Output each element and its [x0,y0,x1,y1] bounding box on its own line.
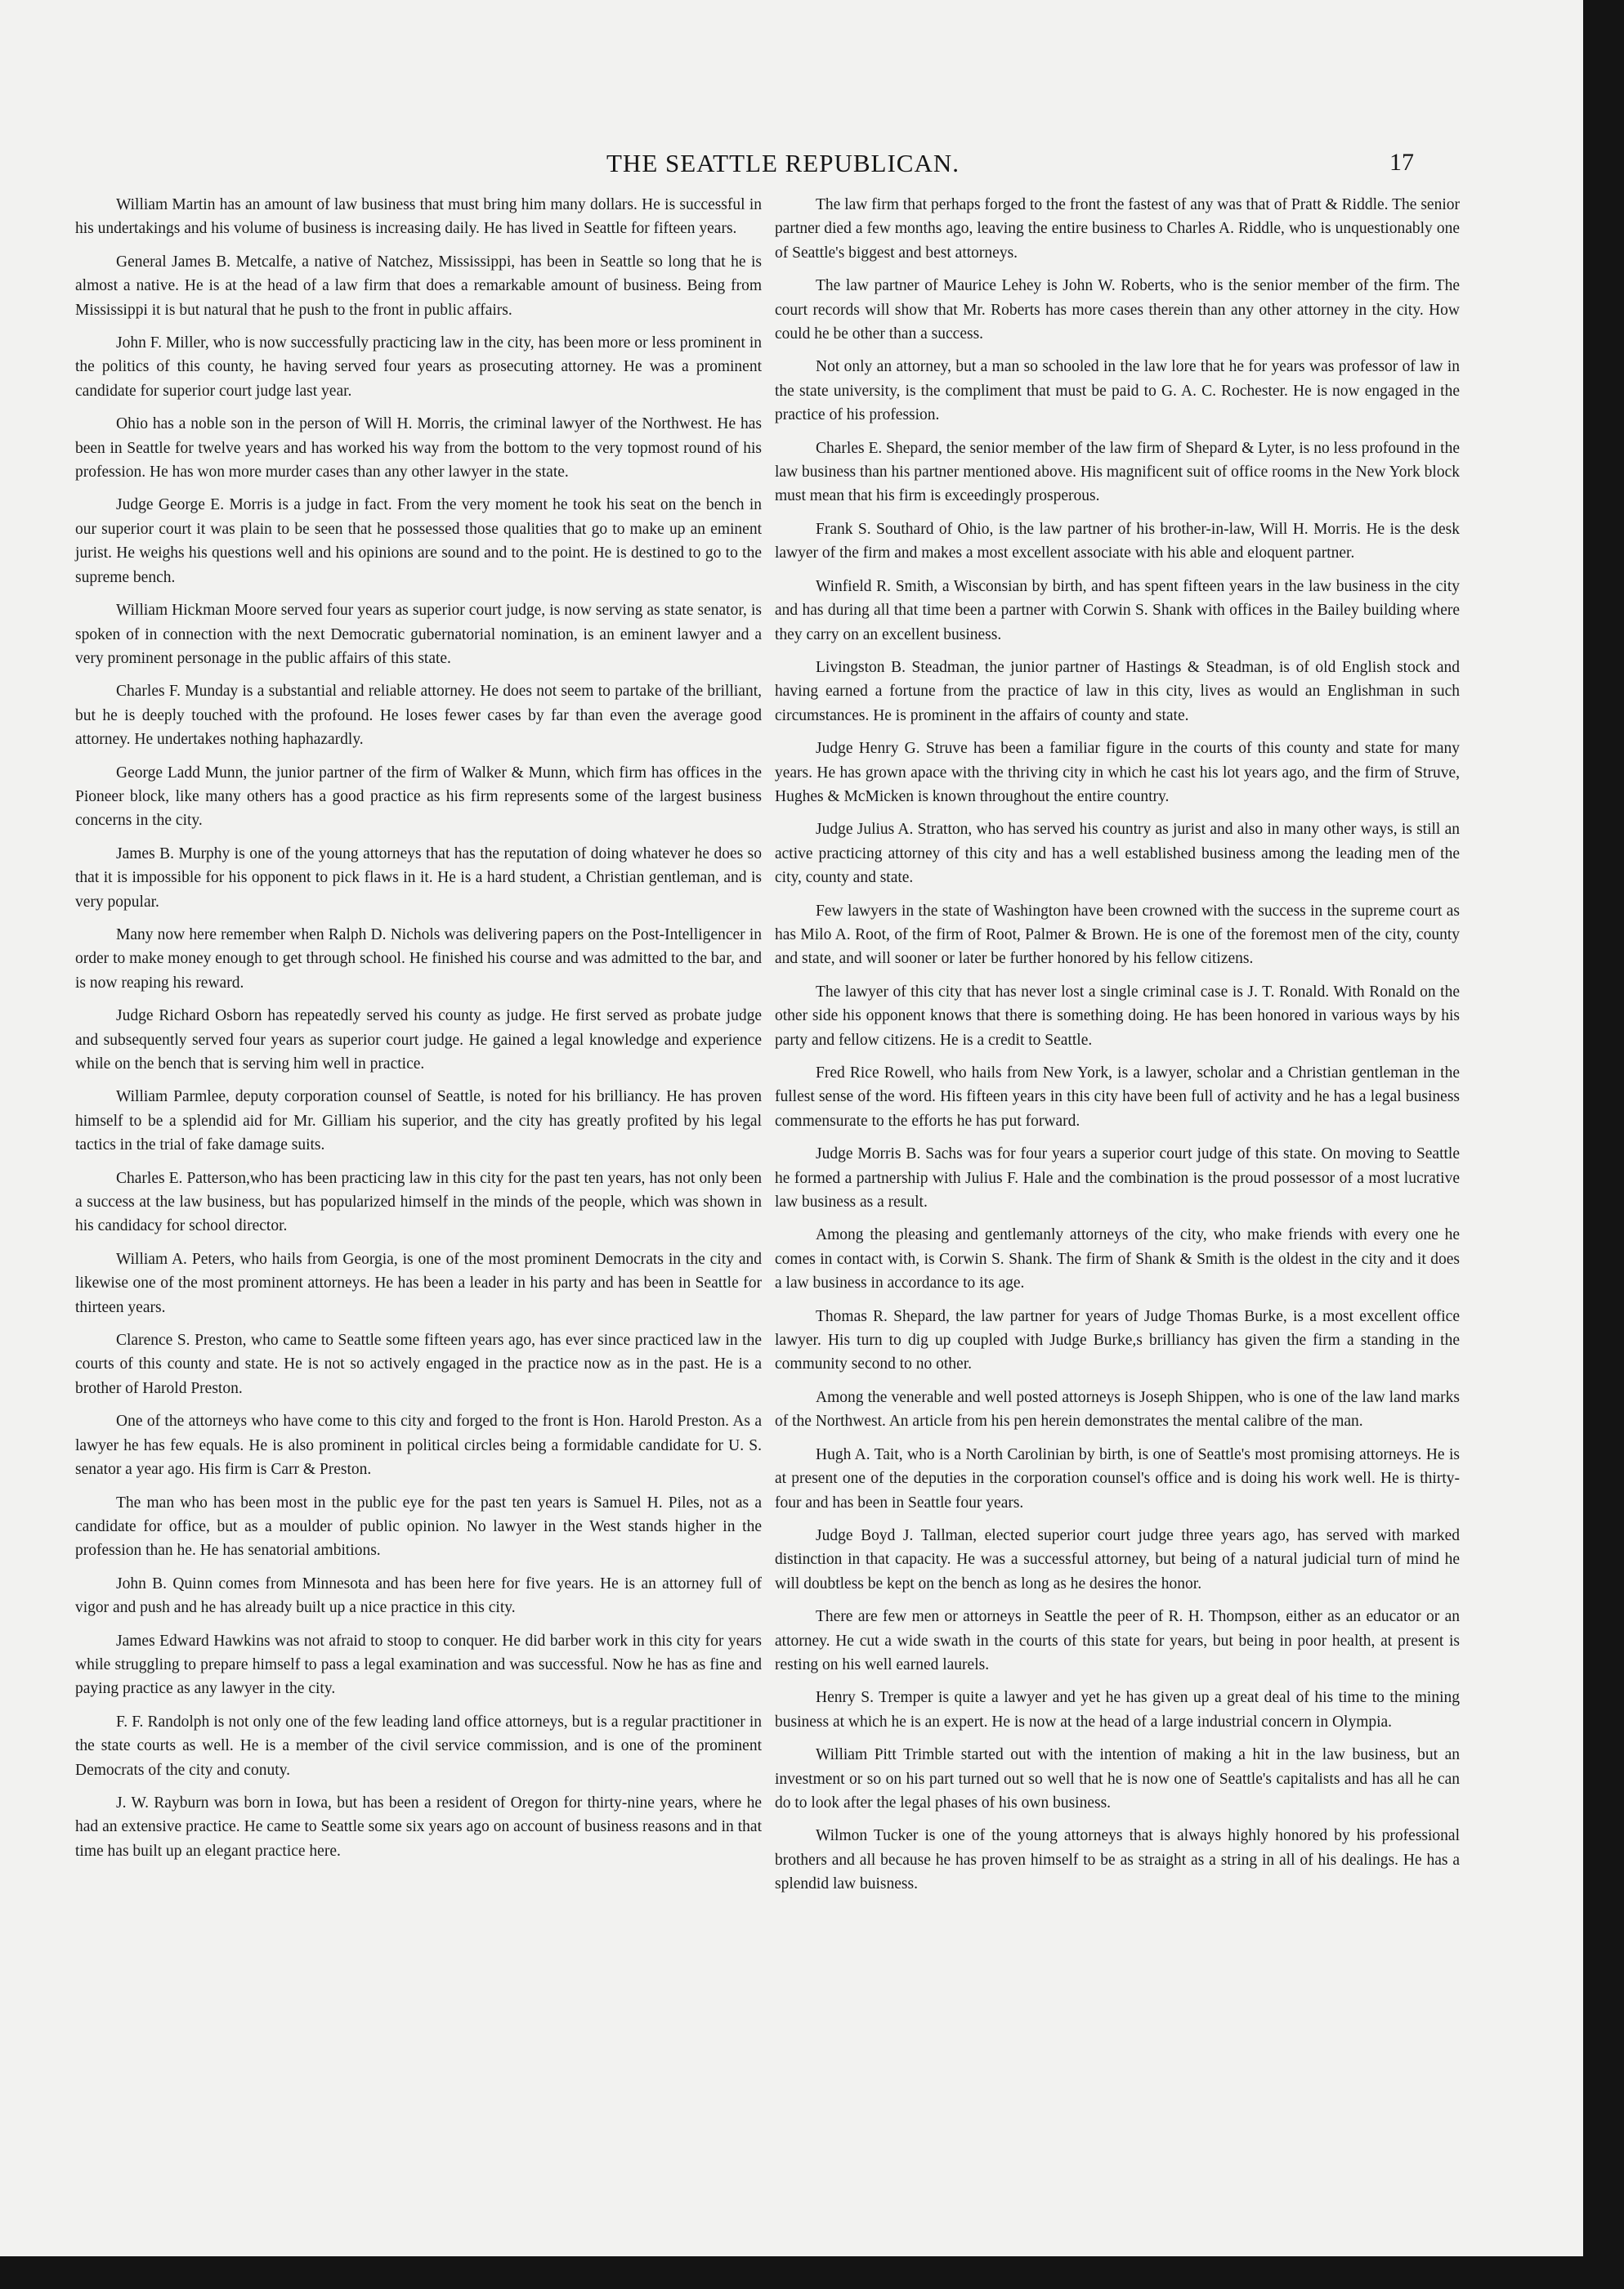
article-paragraph: George Ladd Munn, the junior partner of the firm of Walker & Munn, which firm has offices in the Pioneer block, like many others has a good practice as his firm represents some of the largest business concerns in the city. [75,764,762,830]
article-paragraph: Frank S. Southard of Ohio, is the law partner of his brother-in-law, Will H. Morris. He is the desk lawyer of the firm and makes a most excellent associate with his able and eloquent partner. [775,520,1460,562]
article-paragraph: Among the pleasing and gentlemanly attorneys of the city, who make friends with every one he comes in contact with, is Corwin S. Shank. The firm of Shank & Smith is the oldest in the city and it does a law business in accordance to its age. [775,1226,1460,1292]
article-paragraph: James B. Murphy is one of the young attorneys that has the reputation of doing whatever he does so that it is impossible for his opponent to pick flaws in it. He is a hard student, a Christian gentleman, and is very popular. [75,844,762,911]
article-paragraph: The lawyer of this city that has never lost a single criminal case is J. T. Ronald. With Ronald on the other side his opponent knows that there is something doing. He has been honored in various ways by his party and fellow citizens. He is a credit to Seattle. [775,983,1460,1049]
article-paragraph: Judge Henry G. Struve has been a familiar figure in the courts of this county and state for many years. He has grown apace with the thriving city in which he cast his lot years ago, and the firm of Struve, Hughes & McMicken is known throughout the entire country. [775,740,1460,805]
right-column [775,193,1460,1906]
article-paragraph: William Martin has an amount of law business that must bring him many dollars. He is successful in his undertakings and his volume of business is increasing daily. He has lived in Seattle for fifteen years. [75,196,762,238]
article-paragraph: Judge Julius A. Stratton, who has served his country as jurist and also in many other ways, is still an active practicing attorney of this city and has a well established business among the leading men of the city, county and state. [775,821,1460,887]
article-paragraph: Livingston B. Steadman, the junior partner of Hastings & Steadman, is of old English stock and having earned a fortune from the practice of law in this city, lives as would an Englishman in such circumstances. He is prominent in the affairs of county and state. [775,658,1460,724]
article-paragraph: Charles F. Munday is a substantial and reliable attorney. He does not seem to partake of the brilliant, but he is deeply touched with the profound. He loses fewer cases by far than even the average good attorney. He undertakes nothing haphazardly. [75,683,762,749]
article-paragraph: There are few men or attorneys in Seattle the peer of R. H. Thompson, either as an educator or an attorney. He cut a wide swath in the courts of this state for years, but being in poor health, at present is resting on his well earned laurels. [775,1608,1460,1673]
article-paragraph: Charles E. Shepard, the senior member of the law firm of Shepard & Lyter, is no less profound in the law business than his partner mentioned above. His magnificent suit of office rooms in the New York block must mean that his firm is exceedingly prosperous. [775,439,1460,505]
article-paragraph: Henry S. Tremper is quite a lawyer and yet he has given up a great deal of his time to the mining business at which he is an expert. He is now at the head of a large industrial concern in Olympia. [775,1689,1460,1731]
article-paragraph: Clarence S. Preston, who came to Seattle some fifteen years ago, has ever since practiced law in the courts of this county and state. He is not so actively engaged in the practice now as in the past. He is a brother of Harold Preston. [75,1332,762,1397]
article-paragraph: Judge George E. Morris is a judge in fact. From the very moment he took his seat on the bench in our superior court it was plain to be seen that he possessed those qualities that go to make up an eminent jurist. He weighs his questions well and his opinions are sound and to the point. He is destined to go to the supreme bench. [75,496,762,586]
article-paragraph: The law partner of Maurice Lehey is John W. Roberts, who is the senior member of the firm. The court records will show that Mr. Roberts has more cases therein than any other attorney in the city. How could he be other than a success. [775,277,1460,343]
article-paragraph: William Pitt Trimble started out with the intention of making a hit in the law business, but an investment or so on his part turned out so well that he is now one of Seattle's capitalists and has all he can do to look after the legal phases of his own business. [775,1746,1460,1812]
page-number: 17 [1389,149,1414,176]
article-paragraph: F. F. Randolph is not only one of the few leading land office attorneys, but is a regular practitioner in the state courts as well. He is a member of the civil service commission, and is one of the prominent Democrats of the city and conuty. [75,1713,762,1779]
article-paragraph: Hugh A. Tait, who is a North Carolinian by birth, is one of Seattle's most promising attorneys. He is at present one of the deputies in the corporation counsel's office and is doing his work well. He is thirty-four and has been in Seattle four years. [775,1445,1460,1512]
scan-border-right [1583,0,1624,2289]
article-paragraph: William Hickman Moore served four years as superior court judge, is now serving as state senator, is spoken of in connection with the next Democratic gubernatorial nomination, is an eminent lawyer and a very prominent personage in the public affairs of this state. [75,602,762,667]
article-paragraph: Charles E. Patterson,who has been practicing law in this city for the past ten years, has not only been a success at the law business, but has popularized himself in the minds of the people, which was shown in his candidacy for school director. [75,1169,762,1235]
article-paragraph: J. W. Rayburn was born in Iowa, but has been a resident of Oregon for thirty-nine years, where he had an extensive practice. He came to Seattle some six years ago on account of business reasons and in that time has built up an elegant practice here. [75,1794,762,1860]
scan-border-bottom [0,2256,1624,2289]
article-paragraph: John F. Miller, who is now successfully practicing law in the city, has been more or less prominent in the politics of this county, he having served four years as prosecuting attorney. He was a prominent candidate for superior court judge last year. [75,334,762,400]
page-title: THE SEATTLE REPUBLICAN. [606,149,960,177]
article-paragraph: Ohio has a noble son in the person of Will H. Morris, the criminal lawyer of the Northwest. He has been in Seattle for twelve years and has worked his way from the bottom to the very topmost round of his profession. He has won more murder cases than any other lawyer in the state. [75,415,762,482]
article-paragraph: William A. Peters, who hails from Georgia, is one of the most prominent Democrats in the city and likewise one of the most prominent attorneys. He has been a leader in his party and has been in Seattle for thirteen years. [75,1250,762,1316]
article-paragraph: The man who has been most in the public eye for the past ten years is Samuel H. Piles, not as a candidate for office, but as a moulder of public opinion. No lawyer in the West stands higher in the profession than he. He has senatorial ambitions. [75,1494,762,1560]
article-paragraph: John B. Quinn comes from Minnesota and has been here for five years. He is an attorney full of vigor and push and he has already built up a nice practice in this city. [75,1575,762,1617]
article-paragraph: Few lawyers in the state of Washington have been crowned with the success in the supreme court as has Milo A. Root, of the firm of Root, Palmer & Brown. He is one of the foremost men of the city, county and state, and will sooner or later be further honored by his fellow citizens. [775,902,1460,968]
article-paragraph: Judge Richard Osborn has repeatedly served his county as judge. He first served as probate judge and subsequently served four years as superior court judge. He gained a legal knowledge and experience while on the bench that is serving him well in practice. [75,1007,762,1073]
article-paragraph: William Parmlee, deputy corporation counsel of Seattle, is noted for his brilliancy. He has proven himself to be a splendid aid for Mr. Gilliam his superior, and the city has greatly profited by his legal tactics in the trial of fake damage suits. [75,1088,762,1154]
article-paragraph: Judge Morris B. Sachs was for four years a superior court judge of this state. On moving to Seattle he formed a partnership with Julius F. Hale and the combination is the proud possessor of a most lucrative law business as a result. [775,1145,1460,1212]
article-paragraph: Not only an attorney, but a man so schooled in the law lore that he for years was professor of law in the state university, is the compliment that must be paid to G. A. C. Rochester. He is now engaged in the practice of his profession. [775,358,1460,424]
article-paragraph: The law firm that perhaps forged to the front the fastest of any was that of Pratt & Riddle. The senior partner died a few months ago, leaving the entire business to Charles A. Riddle, who is unquestionably one of Seattle's biggest and best attorneys. [775,196,1460,262]
left-column [75,193,762,1872]
article-paragraph: Fred Rice Rowell, who hails from New York, is a lawyer, scholar and a Christian gentleman in the fullest sense of the word. His fifteen years in this city have been full of activity and he has a legal business commensurate to the efforts he has put forward. [775,1064,1460,1130]
article-paragraph: Judge Boyd J. Tallman, elected superior court judge three years ago, has served with marked distinction in that capacity. He was a successful attorney, but being of a natural judicial turn of mind he will doubtless be kept on the bench as long as he desires the honor. [775,1526,1460,1592]
article-paragraph: Many now here remember when Ralph D. Nichols was delivering papers on the Post-Intelligencer in order to make money enough to get through school. He finished his course and was admitted to the bar, and is now reaping his reward. [75,925,762,992]
article-paragraph: Thomas R. Shepard, the law partner for years of Judge Thomas Burke, is a most excellent office lawyer. His turn to dig up coupled with Judge Burke,s brilliancy has given the firm a standing in the community second to no other. [775,1307,1460,1373]
article-paragraph: General James B. Metcalfe, a native of Natchez, Mississippi, has been in Seattle so long that he is almost a native. He is at the head of a law firm that does a remarkable amount of business. Being from Mississippi it is but natural that he push to the front in public affairs. [75,253,762,319]
article-paragraph: Wilmon Tucker is one of the young attorneys that is always highly honored by his professional brothers and all because he has proven himself to be as straight as a string in all of his dealings. He has a splendid law buisness. [775,1827,1460,1893]
article-paragraph: Among the venerable and well posted attorneys is Joseph Shippen, who is one of the law land marks of the Northwest. An article from his pen herein demonstrates the mental calibre of the man. [775,1388,1460,1431]
article-paragraph: One of the attorneys who have come to this city and forged to the front is Hon. Harold Preston. As a lawyer he has few equals. He is also prominent in political circles being a formidable candidate for U. S. senator a year ago. His firm is Carr & Preston. [75,1413,762,1479]
article-paragraph: James Edward Hawkins was not afraid to stoop to conquer. He did barber work in this city for years while struggling to prepare himself to pass a legal examination and was successful. Now he has as fine and paying practice as any lawyer in the city. [75,1632,762,1698]
article-paragraph: Winfield R. Smith, a Wisconsian by birth, and has spent fifteen years in the law business in the city and has during all that time been a partner with Corwin S. Shank with offices in the Bailey building where they carry on an excellent business. [775,577,1460,643]
